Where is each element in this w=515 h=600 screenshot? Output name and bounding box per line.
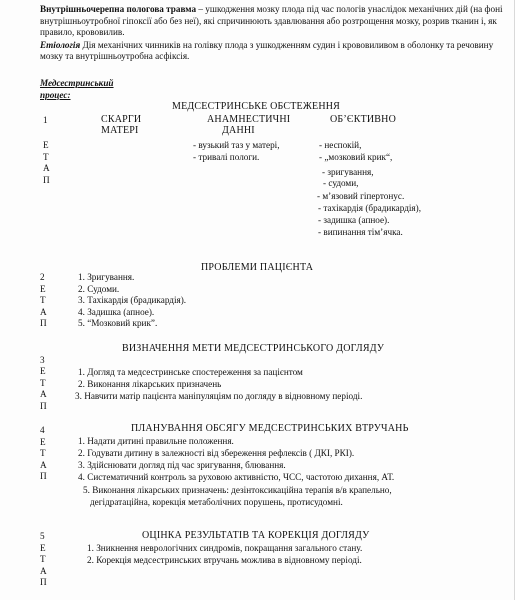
definition: – ушкодження мозку плода під час пологів унаслідок механічних дій (на фоні внутрішньоутробної гіпоксії або без неї), які спричинюють здавлювання або розтрощення мозку, розрив тканин і, як правило, крововилив. [40,4,503,37]
objective-item: - тахікардія (брадикардія), [318,203,422,213]
anamnesis-header-2: ДАННІ [222,125,255,136]
objective-header: ОБ’ЄКТИВНО [330,114,397,125]
stage1-letter: Т [43,151,49,162]
anamnesis-item: - тривалі пологи. [193,151,260,162]
goal-item: 1. Догляд та медсестринське спостереження за пацієнтом [78,367,303,377]
etiology-paragraph [40,40,505,63]
plan-item: 4. Систематичний контроль за руховою активністю, ЧСС, частотою дихання, АТ. [78,472,395,482]
stage3-title: ВИЗНАЧЕННЯ МЕТИ МЕДСЕСТРИНСЬКОГО ДОГЛЯДУ [122,343,385,354]
problem-item: 5. “Мозковий крик”. [78,318,158,329]
stage2-title: ПРОБЛЕМИ ПАЦІЄНТА [201,262,314,273]
stage3-letters [40,355,47,412]
stage4-title: ПЛАНУВАННЯ ОБСЯГУ МЕДСЕСТРИНСЬКИХ ВТРУЧАНЬ [131,423,409,434]
stage4-letter: А [40,459,47,470]
problem-item: 2. Судоми. [78,283,120,294]
stage2-list [78,272,186,330]
process-label-line1: Медсестринський [40,78,114,88]
anamnesis-header-1: АНАМНЕСТИЧНІ [207,114,291,125]
stage4-letters [40,425,47,483]
stage2-number: 2 [40,272,45,282]
intro-block [40,4,505,63]
stage4-number: 4 [40,425,45,435]
plan-item: 1. Надати дитині правильне положення. [78,436,234,446]
complaints-header-1: СКАРГИ [101,114,142,125]
stage1-letter: А [43,163,50,173]
stage5-letter: Е [40,542,46,553]
objective-item: - „мозковий крик“, [319,152,393,162]
term: Внутрішньочерепна пологова травма [40,4,197,14]
anamnesis-item: - вузький таз у матері, [193,140,280,150]
objective-item: - випинання тім’ячка. [318,227,403,237]
plan-item-continuation: дегідратаційна, корекція метаболічних порушень, протисудомні. [90,497,343,507]
etiology-label: Етіологія [40,39,81,50]
stage5-letter: Т [40,554,46,565]
stage2-letter: Т [40,295,46,306]
stage5-title: ОЦІНКА РЕЗУЛЬТАТІВ ТА КОРЕКЦІЯ ДОГЛЯДУ [142,530,370,541]
objective-item: - неспокій, [319,140,362,150]
goal-item: 3. Навчити матір пацієнта маніпуляціям по догляду в відновному періоді. [75,391,363,401]
complaints-header-2: МАТЕРІ [101,125,139,136]
plan-item: 3. Здійснювати догляд під час зригування, блювання. [78,460,286,470]
stage2-letter: П [40,318,47,329]
stage2-letter: А [40,306,47,317]
objective-item: - задишка (апное). [318,215,390,225]
stage5-letter: П [40,577,47,588]
stage5-letter: А [40,565,47,576]
problem-item: 1. Зригування. [78,272,135,282]
stage1-letters [43,140,50,186]
evaluation-item: 1. Зникнення неврологічних синдромів, покращання загального стану. [87,543,363,553]
objective-item: - м’язовий гіпертонус. [317,191,405,201]
objective-item: - судоми, [323,178,359,188]
process-label-line2: процес: [40,90,71,100]
stage4-letter: Т [40,448,46,459]
anamnesis-list [193,140,280,163]
stage3-letter: А [40,389,47,400]
goal-item: 2. Виконання лікарських призначень [78,379,222,389]
stage2-letter: Е [40,283,46,294]
stage5-number: 5 [40,531,45,541]
stage1-number: 1 [43,115,48,125]
stage2-letters [40,272,47,330]
stage1-letter: Е [43,140,49,150]
problem-item: 3. Тахікардія (брадикардія). [78,295,187,306]
stage4-letter: П [40,471,47,482]
stage3-letter: Т [40,377,46,388]
stage3-number: 3 [40,355,45,365]
evaluation-item: 2. Корекція медсестринських втручань можлива в відновному періоді. [87,555,362,565]
definition-paragraph [40,4,505,39]
stage1-letter: П [43,174,50,185]
etiology-text: Дія механічних чинників на голівку плода з ушкодженням судин і крововиливом в оболонку та речовину мозку та внутрішньоутробна асфіксія. [40,39,494,61]
stage1-title: МЕДСЕСТРИНСЬКЕ ОБСТЕЖЕННЯ [172,101,341,112]
stage3-letter: П [40,400,47,411]
plan-item: 2. Годувати дитину в залежності від збереження рефлексів ( ДКІ, РКІ). [78,448,355,458]
problem-item: 4. Задишка (апное). [78,306,155,317]
objective-item: - зригування, [322,167,374,177]
plan-item: 5. Виконання лікарських призначень: дезінтоксикаційна терапія в/в крапельно, [83,485,392,495]
stage4-letter: Е [40,436,46,447]
stage5-letters [40,531,47,589]
stage3-letter: Е [40,366,46,377]
